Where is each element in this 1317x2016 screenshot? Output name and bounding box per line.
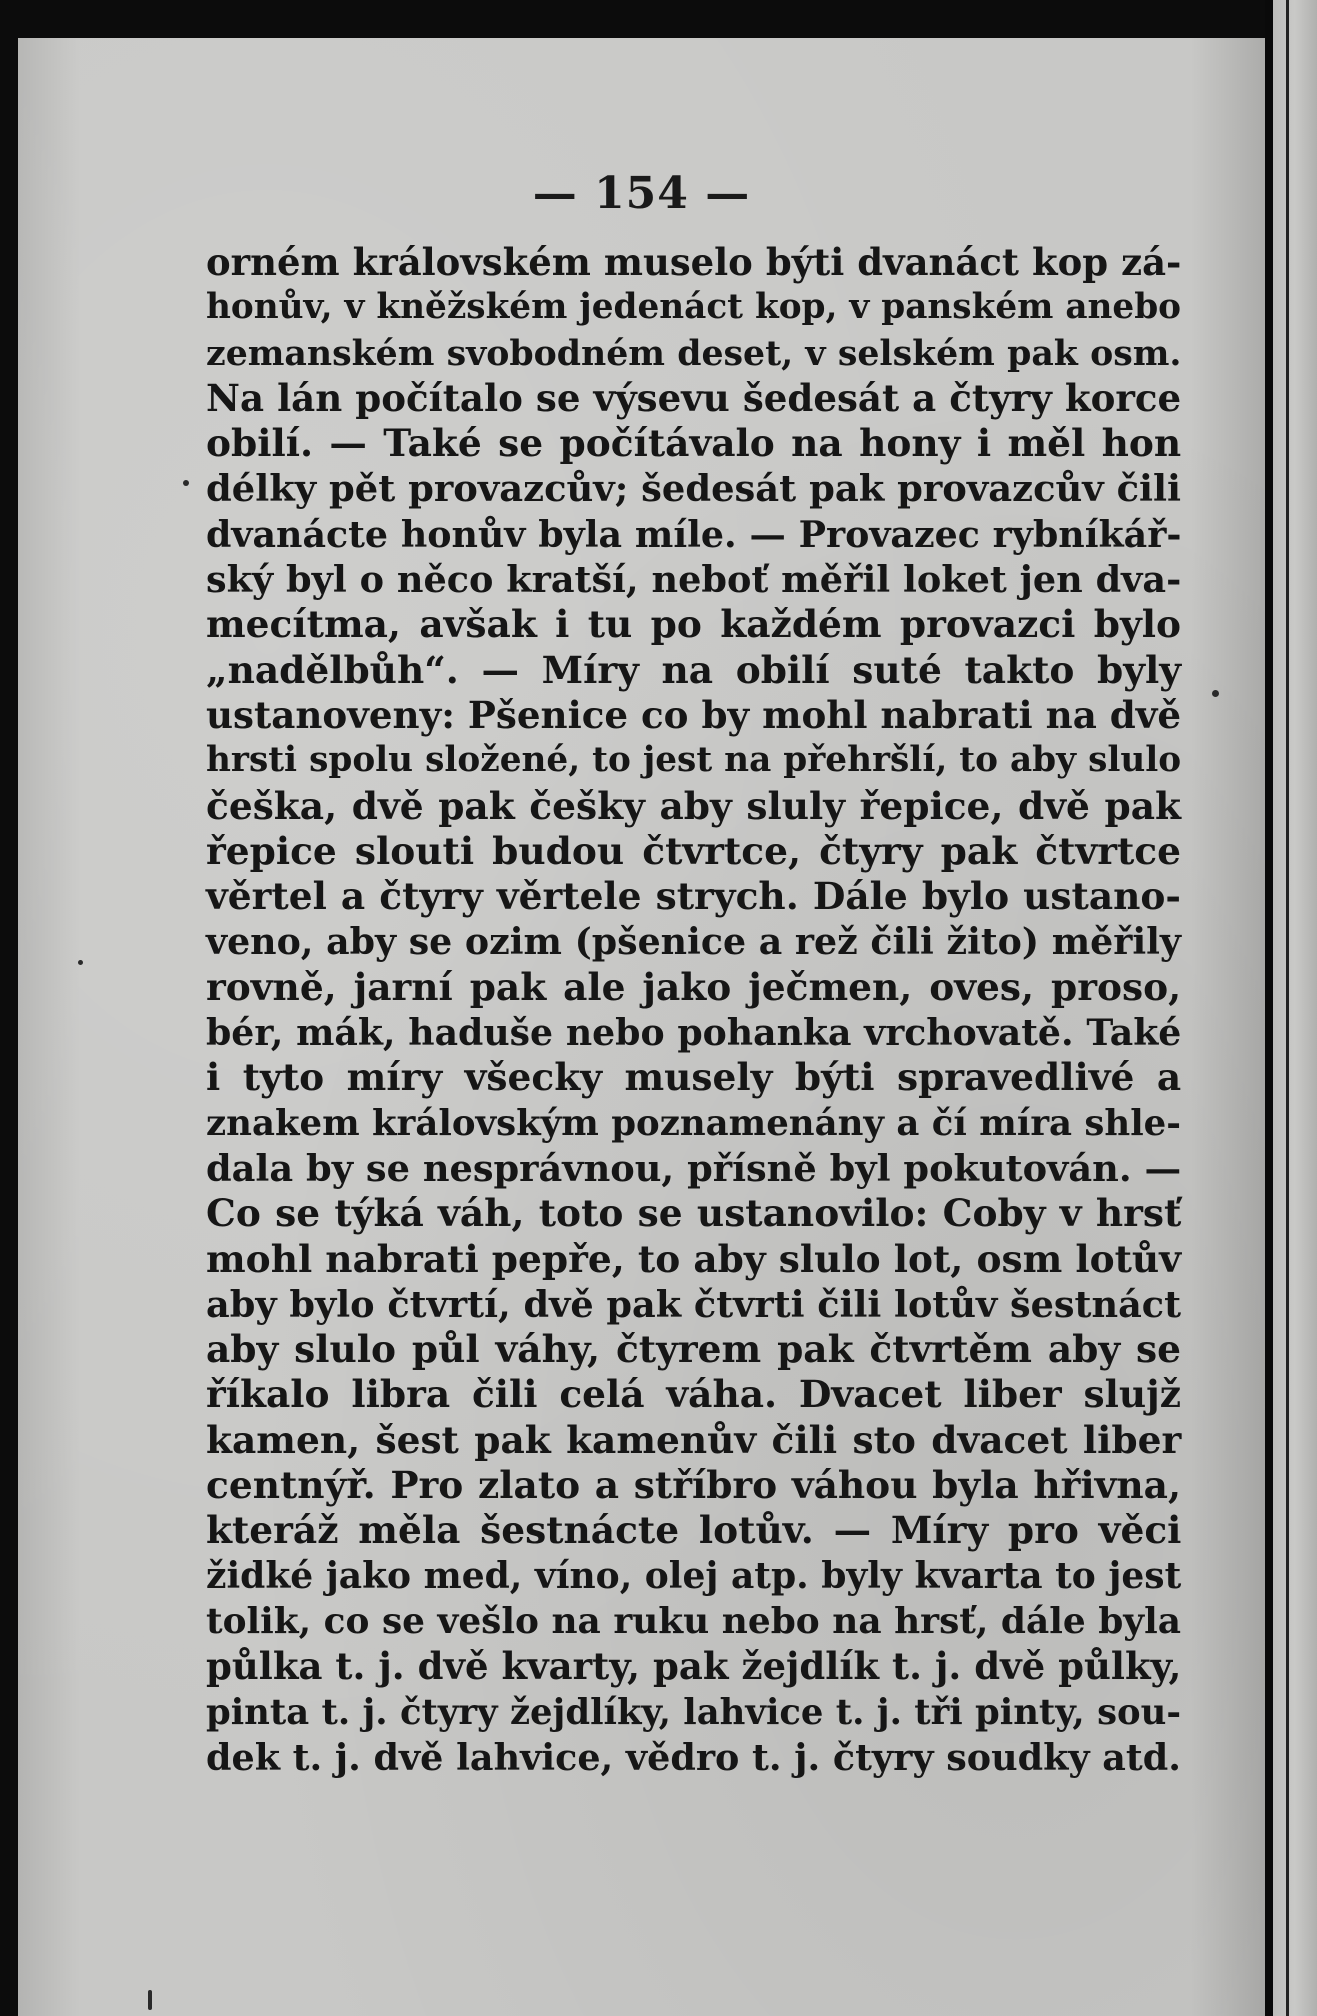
- text-line: češka, dvě pak češky aby sluly řepice, dvě pak: [206, 783, 1181, 828]
- text-line: ustanoveny: Pšenice co by mohl nabrati na dvě: [206, 692, 1182, 737]
- text-line: veno, aby se ozim (pšenice a rež čili žito) měřily: [206, 920, 1181, 964]
- text-line: pinta t. j. čtyry žejdlíky, lahvice t. j. tři pinty, sou-: [206, 1691, 1181, 1733]
- text-line: mecítma, avšak i tu po každém provazci bylo: [206, 602, 1181, 647]
- gutter-line: [1286, 0, 1289, 2016]
- text-line: věrtel a čtyry věrtele strych. Dále bylo ustano-: [206, 874, 1181, 919]
- text-line: i tyto míry všecky musely býti spravedlivé a: [206, 1055, 1182, 1100]
- text-line: půlka t. j. dvě kvarty, pak žejdlík t. j. dvě půlky,: [206, 1644, 1182, 1689]
- text-line: aby slulo půl váhy, čtyrem pak čtvrtěm aby se: [206, 1327, 1181, 1372]
- adjacent-page-edge: [1265, 0, 1317, 2016]
- text-line: Na lán počítalo se výsevu šedesát a čtyry korce: [206, 375, 1182, 420]
- ink-speck: [1212, 690, 1219, 697]
- text-line: dvanácte honův byla míle. — Provazec rybníkář-: [206, 512, 1182, 556]
- text-line: bér, mák, haduše nebo pohanka vrchovatě. Také: [206, 1011, 1182, 1055]
- ink-speck: [148, 1990, 152, 2010]
- text-line: obilí. — Také se počítávalo na hony i měl hon: [206, 421, 1182, 466]
- text-line: aby bylo čtvrtí, dvě pak čtvrti čili lotův šestnáct: [206, 1282, 1182, 1326]
- text-line: kamen, šest pak kamenův čili sto dvacet liber: [206, 1417, 1182, 1462]
- text-line: ský byl o něco kratší, neboť měřil loket jen dva-: [206, 558, 1182, 602]
- text-line: mohl nabrati pepře, to aby slulo lot, osm lotův: [206, 1236, 1181, 1281]
- text-line: délky pět provazcův; šedesát pak provazcův čili: [206, 466, 1181, 511]
- text-line: dek t. j. dvě lahvice, vědro t. j. čtyry soudky atd.: [206, 1735, 1181, 1779]
- text-line: centnýř. Pro zlato a stříbro váhou byla hřivna,: [206, 1463, 1181, 1508]
- text-line: rovně, jarní pak ale jako ječmen, oves, proso,: [206, 964, 1182, 1009]
- text-line: Co se týká váh, toto se ustanovilo: Coby v hrsť: [206, 1191, 1182, 1236]
- page-number: — 154 —: [532, 168, 751, 219]
- text-line: židké jako med, víno, olej atp. byly kvarta to jest: [206, 1554, 1182, 1597]
- text-line: zemanském svobodném deset, v selském pak osm.: [206, 332, 1182, 374]
- text-line: honův, v kněžském jedenáct kop, v panském anebo: [206, 287, 1181, 328]
- ink-speck: [183, 480, 189, 486]
- text-line: říkalo libra čili celá váha. Dvacet liber slujž: [206, 1372, 1181, 1417]
- text-line: „nadělbůh“. — Míry na obilí suté takto byly: [206, 647, 1182, 692]
- body-text: [206, 240, 1181, 1780]
- text-line: řepice slouti budou čtvrtce, čtyry pak čtvrtce: [206, 828, 1181, 873]
- text-line: hrsti spolu složené, to jest na přehršlí, to aby slulo: [206, 740, 1182, 781]
- text-line: tolik, co se vešlo na ruku nebo na hrsť, dále byla: [206, 1599, 1181, 1642]
- text-line: kteráž měla šestnácte lotův. — Míry pro věci: [206, 1508, 1182, 1553]
- text-line: znakem královským poznamenány a čí míra shle-: [206, 1102, 1181, 1144]
- text-line: orném královském muselo býti dvanáct kop zá-: [206, 240, 1182, 284]
- ink-speck: [78, 960, 83, 965]
- text-line: dala by se nesprávnou, přísně byl pokutován. —: [206, 1146, 1182, 1190]
